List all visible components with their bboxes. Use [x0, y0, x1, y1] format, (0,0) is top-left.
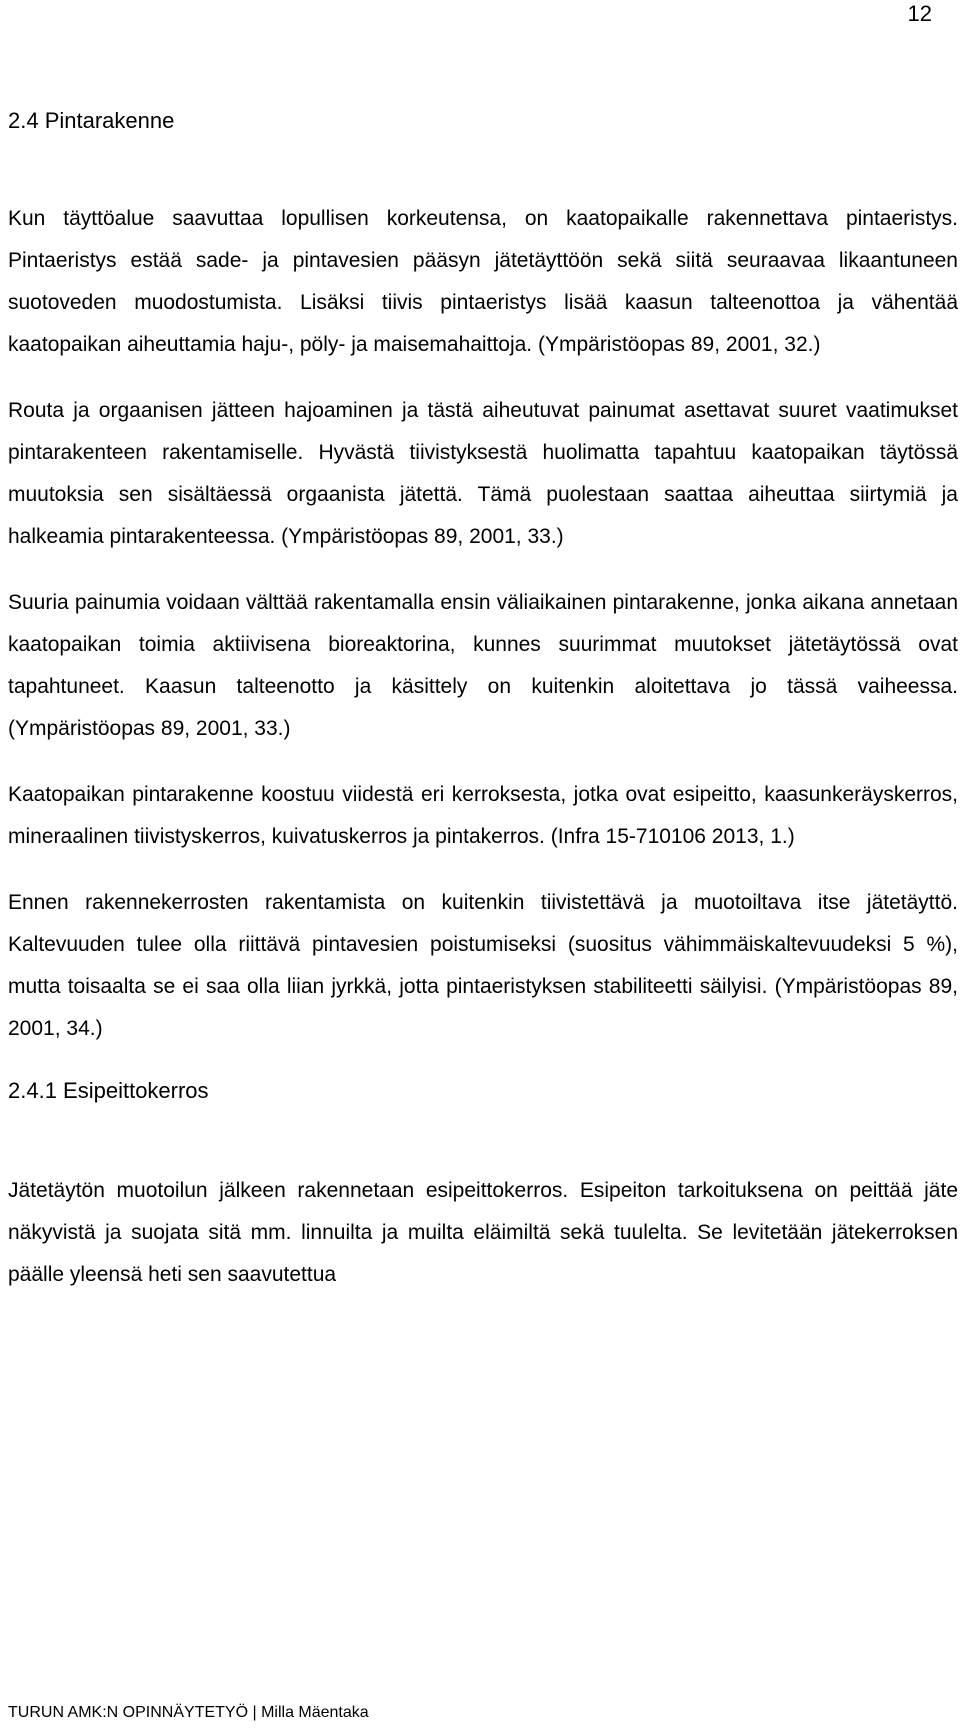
paragraph: Jätetäytön muotoilun jälkeen rakennetaan esipeittokerros. Esipeiton tarkoituksena on peittää jäte näkyvistä ja suojata sitä mm. linnuilta ja muilta eläimiltä sekä tuulelta. Se levitetään jätekerroksen päälle yleensä heti sen saavutettua — [8, 1179, 958, 1286]
paragraph: Ennen rakennekerrosten rakentamista on kuitenkin tiivistettävä ja muotoiltava itse jätetäyttö. Kaltevuuden tulee olla riittävä pintavesien poistumiseksi (suositus vähimmäiskaltevuudeksi 5 %), mutta toisaalta se ei saa olla liian jyrkkä, jotta pintaeristyksen stabiliteetti säilyisi. (Ympäristöopas 89, 2001, 34.) — [8, 891, 958, 1040]
paragraph: Kun täyttöalue saavuttaa lopullisen korkeutensa, on kaatopaikalle rakennettava pintaeristys. Pintaeristys estää sade- ja pintavesien pääsyn jätetäyttöön sekä siitä seuraavaa likaantuneen suotoveden muodostumista. Lisäksi tiivis pintaeristys lisää kaasun talteenottoa ja vähentää kaatopaikan aiheuttamia haju-, pöly- ja maisemahaittoja. (Ympäristöopas 89, 2001, 32.) — [8, 207, 958, 356]
paragraph: Suuria painumia voidaan välttää rakentamalla ensin väliaikainen pintarakenne, jonka aikana annetaan kaatopaikan toimia aktiivisena bioreaktorina, kunnes suurimmat muutokset jätetäytössä ovat tapahtuneet. Kaasun talteenotto ja käsittely on kuitenkin aloitettava jo tässä vaiheessa. (Ympäristöopas 89, 2001, 33.) — [8, 591, 958, 740]
section-heading: 2.4 Pintarakenne — [8, 108, 175, 133]
page-number: 12 — [907, 1, 932, 26]
paragraph: Routa ja orgaanisen jätteen hajoaminen ja tästä aiheutuvat painumat asettavat suuret vaatimukset pintarakenteen rakentamiselle. Hyvästä tiivistyksestä huolimatta tapahtuu kaatopaikan täytössä muutoksia sen sisältäessä orgaanista jätettä. Tämä puolestaan saattaa aiheuttaa siirtymiä ja halkeamia pintarakenteessa. (Ympäristöopas 89, 2001, 33.) — [8, 399, 958, 548]
subsection-heading: 2.4.1 Esipeittokerros — [8, 1078, 209, 1103]
page-footer: TURUN AMK:N OPINNÄYTETYÖ | Milla Mäentaka — [8, 1704, 369, 1721]
document-body — [8, 104, 958, 1296]
paragraph: Kaatopaikan pintarakenne koostuu viidestä eri kerroksesta, jotka ovat esipeitto, kaasunkeräyskerros, mineraalinen tiivistyskerros, kuivatuskerros ja pintakerros. (Infra 15-710106 2013, 1.) — [8, 783, 958, 848]
